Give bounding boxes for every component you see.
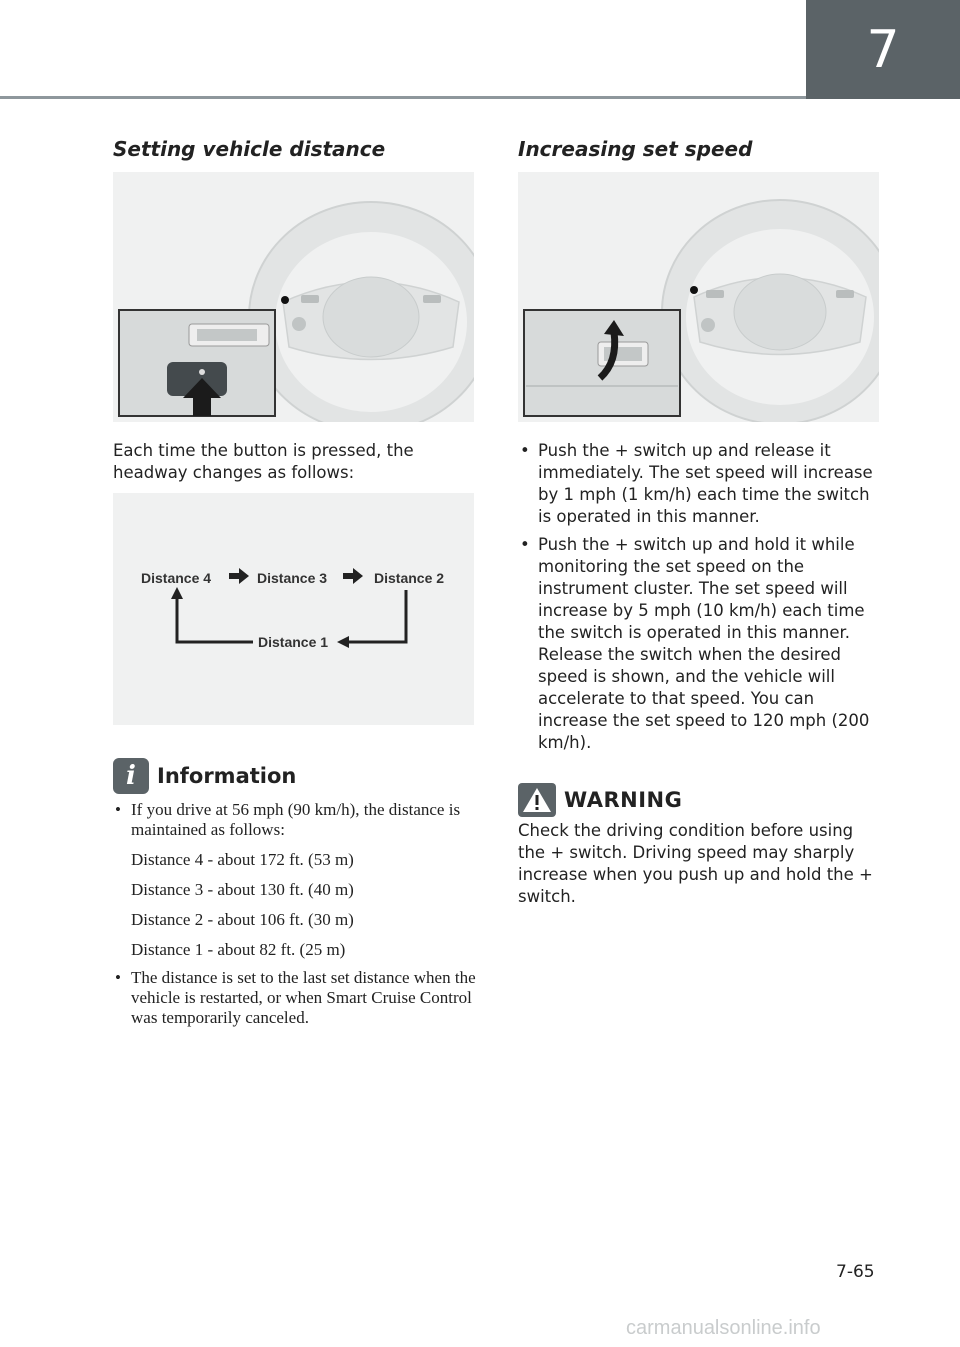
- steering-wheel-speed-figure: [518, 172, 879, 422]
- steering-wheel-plus-switch-icon: [518, 172, 879, 422]
- steering-wheel-distance-figure: [113, 172, 474, 422]
- header-rule: [0, 96, 806, 99]
- distance-3-label: Distance 3: [257, 570, 328, 586]
- speed-bullet-release: • Push the + switch up and release it immediately. The set speed will increase by 1 mph (1 km/h) each time the switch is operated in this manner.: [518, 440, 880, 528]
- distance-1-value: Distance 1 - about 82 ft. (25 m): [131, 940, 346, 959]
- section-title-increasing-speed: Increasing set speed: [518, 137, 753, 161]
- information-bullet-speed: [113, 800, 478, 960]
- information-bullet-restart: [113, 968, 478, 1028]
- warning-header: [518, 783, 682, 817]
- distance-3-value: Distance 3 - about 130 ft. (40 m): [131, 880, 354, 899]
- info-icon: i: [113, 758, 149, 794]
- information-bullet-2-text: The distance is set to the last set distance when the vehicle is restarted, or when Smart Cruise Control was temporarily canceled.: [131, 968, 476, 1027]
- watermark-text: carmanualsonline.info: [626, 1317, 821, 1339]
- information-bullet-1-text: If you drive at 56 mph (90 km/h), the distance is maintained as follows:: [131, 800, 461, 839]
- warning-title: WARNING: [564, 788, 683, 812]
- distance-4-value: Distance 4 - about 172 ft. (53 m): [131, 850, 354, 869]
- distance-4-label: Distance 4: [141, 570, 212, 586]
- page-number: 7-65: [836, 1262, 875, 1282]
- distance-2-label: Distance 2: [374, 570, 445, 586]
- distance-2-value: Distance 2 - about 106 ft. (30 m): [131, 910, 354, 929]
- speed-bullet-hold: • Push the + switch up and hold it while monitoring the set speed on the instrument cluster. The set speed will increase by 5 mph (10 km/h) each time the switch is operated in this manner. Release the switch when the desired speed is shown, and the vehicle will accelerate to that speed. You can increase the set speed to 120 mph (200 km/h).: [518, 534, 880, 754]
- information-title: Information: [157, 764, 297, 788]
- distance-1-label: Distance 1: [258, 634, 329, 650]
- steering-wheel-icon: [113, 172, 474, 422]
- distance-cycle-diagram: [113, 493, 474, 725]
- information-list: [113, 800, 478, 1036]
- warning-text: Check the driving condition before using the + switch. Driving speed may sharply increase when you push up and hold the + switch.: [518, 821, 873, 906]
- chapter-number: 7: [866, 19, 900, 80]
- speed-bullet-list: [518, 440, 880, 760]
- distance-cycle-arrows-icon: [113, 493, 474, 725]
- chapter-tab: [806, 0, 960, 99]
- section-title-vehicle-distance: Setting vehicle distance: [113, 137, 386, 161]
- distance-intro-text: Each time the button is pressed, the headway changes as follows:: [113, 441, 414, 482]
- warning-icon: [518, 783, 556, 817]
- information-header: [113, 758, 296, 794]
